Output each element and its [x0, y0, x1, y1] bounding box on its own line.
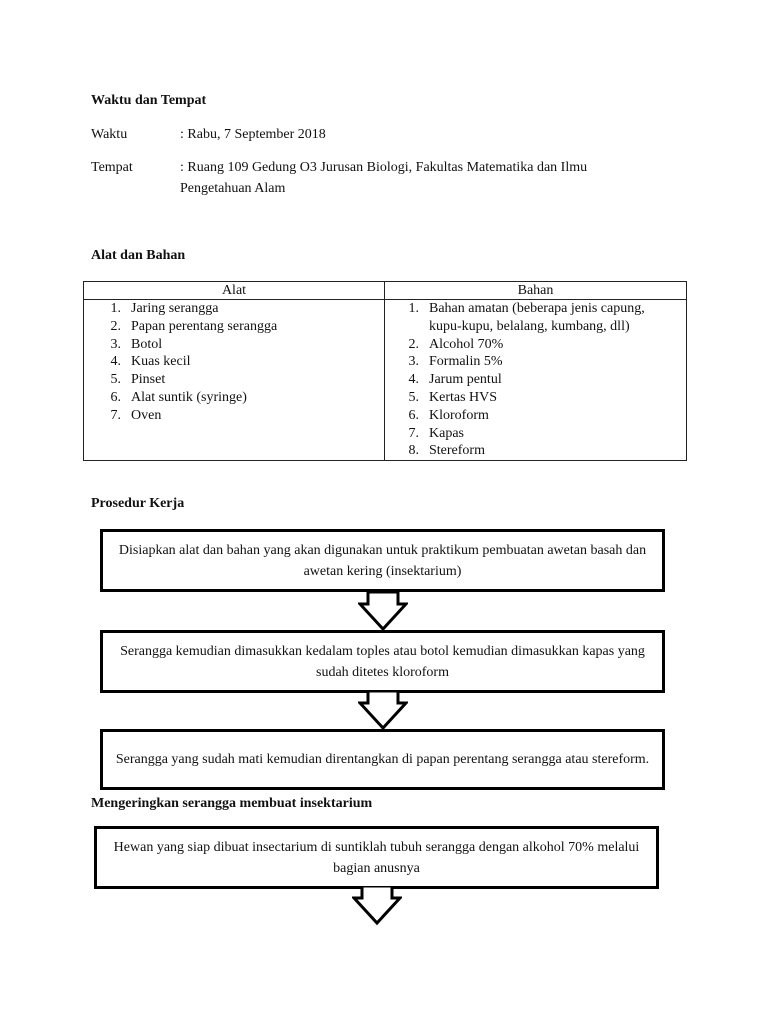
flow-step-text: Serangga kemudian dimasukkan kedalam toples atau botol kemudian dimasukkan kapas yang sudah ditetes kloroform: [120, 643, 645, 680]
list-item: 4. Kuas kecil: [110, 354, 191, 370]
section-heading-alat-bahan: Alat dan Bahan: [91, 248, 186, 263]
waktu-value: : Rabu, 7 September 2018: [180, 127, 326, 142]
alat-bahan-table: [83, 281, 687, 461]
section-heading-prosedur-kerja: Prosedur Kerja: [91, 496, 185, 511]
flow-step-4: [94, 826, 659, 889]
list-item: 6. Alat suntik (syringe): [110, 389, 247, 405]
flow-step-2: [100, 630, 665, 693]
flow-step-text: Hewan yang siap dibuat insectarium di suntiklah tubuh serangga dengan alkohol 70% melalui bagian anusnya: [113, 839, 640, 876]
list-item: 2. Papan perentang serangga: [110, 318, 278, 334]
bahan-list: [385, 300, 686, 460]
alat-list: [84, 300, 384, 425]
flow-step-1: [100, 529, 665, 592]
flow-step-3: [100, 729, 665, 790]
list-item: 1. Bahan amatan (beberapa jenis capung, kupu-kupu, belalang, kumbang, dll): [408, 301, 645, 334]
down-arrow-icon: [358, 691, 408, 731]
list-item: 5. Kertas HVS: [408, 389, 498, 405]
bahan-cell: [385, 300, 687, 461]
table-header-alat: Alat: [84, 282, 385, 300]
section-heading-waktu-tempat: Waktu dan Tempat: [91, 93, 207, 108]
list-item: 1. Jaring serangga: [110, 301, 219, 316]
list-item: 4. Jarum pentul: [408, 372, 502, 388]
tempat-value: : Ruang 109 Gedung O3 Jurusan Biologi, Fakultas Matematika dan Ilmu: [180, 160, 588, 175]
list-item: 6. Kloroform: [408, 407, 489, 423]
down-arrow-icon: [358, 592, 408, 632]
list-item: 3. Formalin 5%: [408, 354, 503, 370]
tempat-label: Tempat: [91, 160, 133, 175]
list-item: 5. Pinset: [110, 372, 166, 388]
flow-step-text: Serangga yang sudah mati kemudian direntangkan di papan perentang serangga atau stereform.: [115, 752, 650, 767]
list-item: 7. Oven: [110, 407, 162, 423]
section-heading-insektarium: Mengeringkan serangga membuat insektarium: [91, 796, 373, 811]
waktu-label: Waktu: [91, 127, 128, 142]
list-item: 8. Stereform: [408, 443, 485, 459]
flow-step-text: Disiapkan alat dan bahan yang akan digunakan untuk praktikum pembuatan awetan basah dan awetan kering (insektarium): [118, 542, 647, 579]
down-arrow-icon: [352, 886, 402, 926]
list-item: 7. Kapas: [408, 425, 464, 441]
list-item: 3. Botol: [110, 336, 163, 352]
alat-cell: [84, 300, 385, 461]
tempat-value-continued: Pengetahuan Alam: [180, 181, 286, 196]
table-header-bahan: Bahan: [385, 282, 687, 300]
list-item: 2. Alcohol 70%: [408, 336, 504, 352]
